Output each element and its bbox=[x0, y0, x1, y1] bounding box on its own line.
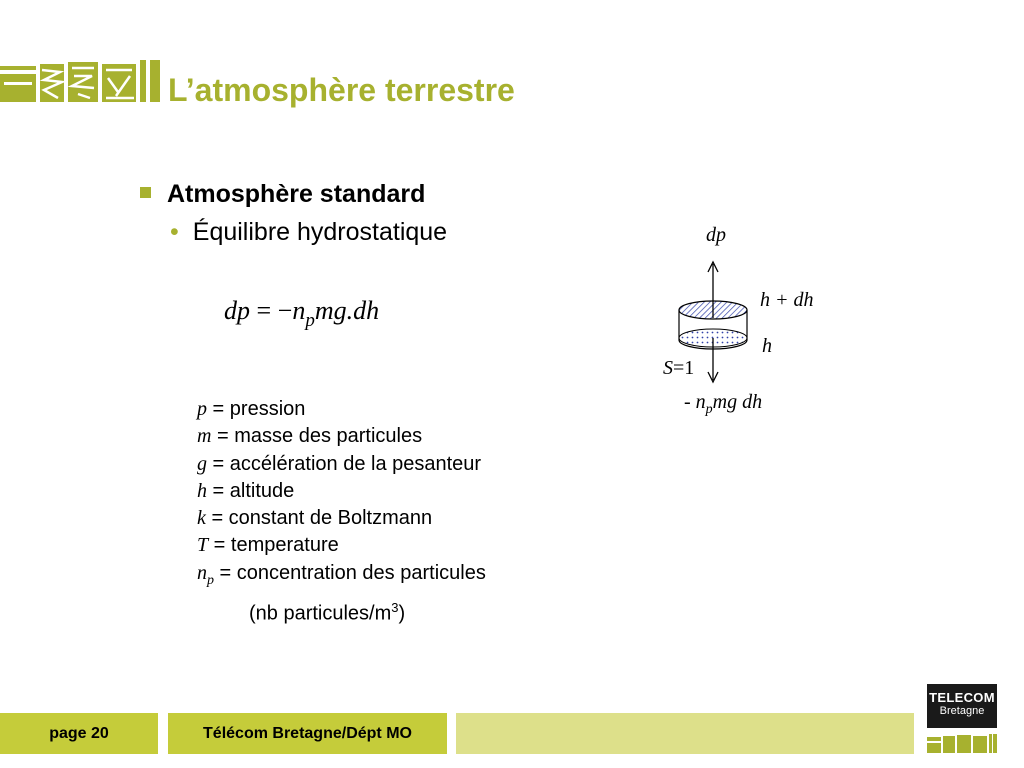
bullet-subheading bbox=[170, 218, 447, 247]
def-var-sub: p bbox=[207, 572, 214, 588]
definition-continuation bbox=[197, 594, 486, 628]
page-number: page 20 bbox=[49, 725, 109, 742]
definition-item bbox=[197, 478, 486, 505]
def-text: = concentration des particules bbox=[214, 561, 486, 584]
subheading-text: Équilibre hydrostatique bbox=[192, 218, 448, 246]
def-text: = masse des particules bbox=[211, 425, 423, 448]
round-bullet-icon: • bbox=[170, 218, 179, 246]
def-var: m bbox=[197, 425, 212, 448]
definition-item bbox=[197, 451, 486, 478]
square-bullet-icon bbox=[140, 187, 151, 198]
brand-line1: TELECOM bbox=[929, 690, 995, 705]
footer-institution: Télécom Bretagne/Dépt MO bbox=[168, 713, 447, 754]
eq-lhs: dp bbox=[224, 296, 250, 325]
area-var: S bbox=[663, 357, 673, 379]
eq-n: n bbox=[292, 296, 306, 325]
brand-box bbox=[927, 684, 997, 728]
area-label bbox=[663, 357, 694, 380]
top-height-label: h + dh bbox=[760, 289, 814, 311]
force-rest: mg dh bbox=[712, 391, 763, 413]
def-var: k bbox=[197, 507, 206, 530]
eq-rest: mg.dh bbox=[314, 296, 380, 325]
def-var: T bbox=[197, 534, 209, 557]
brand-line2: Bretagne bbox=[939, 705, 985, 717]
def-extra-close: ) bbox=[398, 602, 406, 625]
def-text: = pression bbox=[207, 398, 306, 420]
definition-item bbox=[197, 532, 486, 559]
definition-item bbox=[197, 505, 486, 532]
definition-item bbox=[197, 396, 486, 423]
def-text: = temperature bbox=[208, 534, 339, 557]
force-label bbox=[684, 391, 762, 418]
definitions-list bbox=[197, 396, 486, 628]
definition-item bbox=[197, 423, 486, 450]
definition-item bbox=[197, 560, 486, 594]
force-prefix: - bbox=[684, 391, 696, 413]
def-var: n bbox=[197, 561, 207, 584]
hydrostatic-equation bbox=[224, 296, 379, 332]
def-extra-exp: 3 bbox=[391, 600, 399, 616]
small-logo bbox=[927, 733, 997, 755]
force-sub: p bbox=[705, 402, 713, 417]
def-var: g bbox=[197, 452, 207, 475]
footer-bar bbox=[456, 713, 914, 754]
bullet-heading bbox=[140, 180, 425, 209]
cylinder-diagram bbox=[650, 220, 840, 420]
def-text: = accélération de la pesanteur bbox=[207, 452, 482, 475]
force-n: n bbox=[695, 391, 706, 413]
dp-label: dp bbox=[706, 224, 726, 246]
bottom-height-label: h bbox=[762, 335, 772, 357]
eq-sign: = − bbox=[250, 296, 293, 325]
slide-title: L’atmosphère terrestre bbox=[168, 72, 515, 108]
def-text: = constant de Boltzmann bbox=[205, 507, 433, 530]
def-text: = altitude bbox=[207, 479, 295, 502]
telecom-bretagne-logo bbox=[0, 58, 162, 104]
def-extra-text: (nb particules/m bbox=[249, 602, 392, 625]
eq-n-sub: p bbox=[305, 310, 315, 331]
area-val: =1 bbox=[673, 357, 695, 379]
def-var: p bbox=[197, 398, 207, 420]
heading-text: Atmosphère standard bbox=[167, 180, 426, 208]
def-var: h bbox=[197, 479, 207, 502]
